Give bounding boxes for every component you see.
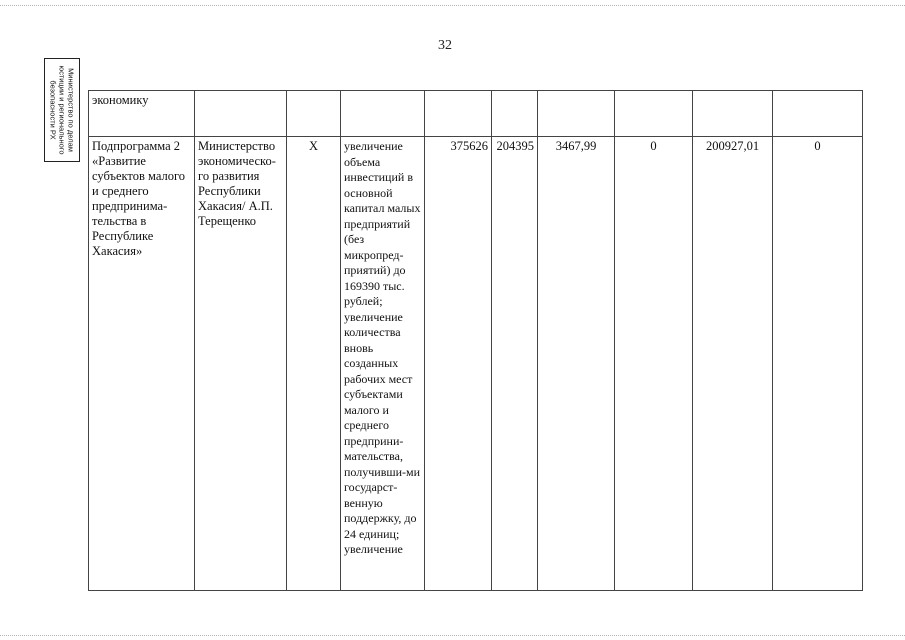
table-cell: [538, 91, 615, 137]
value-cell-5: 200927,01: [693, 137, 773, 591]
scan-edge-bottom: [0, 635, 905, 636]
value-cell-3: 3467,99: [538, 137, 615, 591]
indicators-cell: увеличение объема инвестиций в основной капитал малых предприятий (без микропред-приятий) до 169390 тыс. рублей; увеличение количества вновь созданных рабочих мест субъектами малого и среднего предприни-мательства, получивши-ми государст-венную поддержку, до 24 единиц; увеличение: [341, 137, 425, 591]
executor-cell: Министерство экономическо-го развития Республики Хакасия/ А.П. Терещенко: [195, 137, 287, 591]
scan-edge-top: [0, 5, 905, 6]
table-cell: [492, 91, 538, 137]
value-cell-1: 375626: [425, 137, 492, 591]
table-cell: [341, 91, 425, 137]
table-cell: [773, 91, 863, 137]
table-cell: [615, 91, 693, 137]
value-cell-6: 0: [773, 137, 863, 591]
table-row: [89, 137, 863, 591]
table-cell: экономику: [89, 91, 195, 137]
program-table: [88, 90, 863, 591]
table-cell: [693, 91, 773, 137]
table-row: [89, 91, 863, 137]
table-cell: [195, 91, 287, 137]
stamp-text: Министерство по делам юстиции и регионального безопасности РХ: [48, 65, 76, 155]
table-cell: [287, 91, 341, 137]
value-cell-4: 0: [615, 137, 693, 591]
value-cell-2: 204395: [492, 137, 538, 591]
registration-stamp: [44, 58, 80, 162]
subprogram-name-cell: Подпрограмма 2 «Развитие субъектов малого и среднего предпринима-тельства в Республике Хакасия»: [89, 137, 195, 591]
page-number: 32: [438, 38, 452, 53]
table-cell: [425, 91, 492, 137]
mark-cell: Х: [287, 137, 341, 591]
